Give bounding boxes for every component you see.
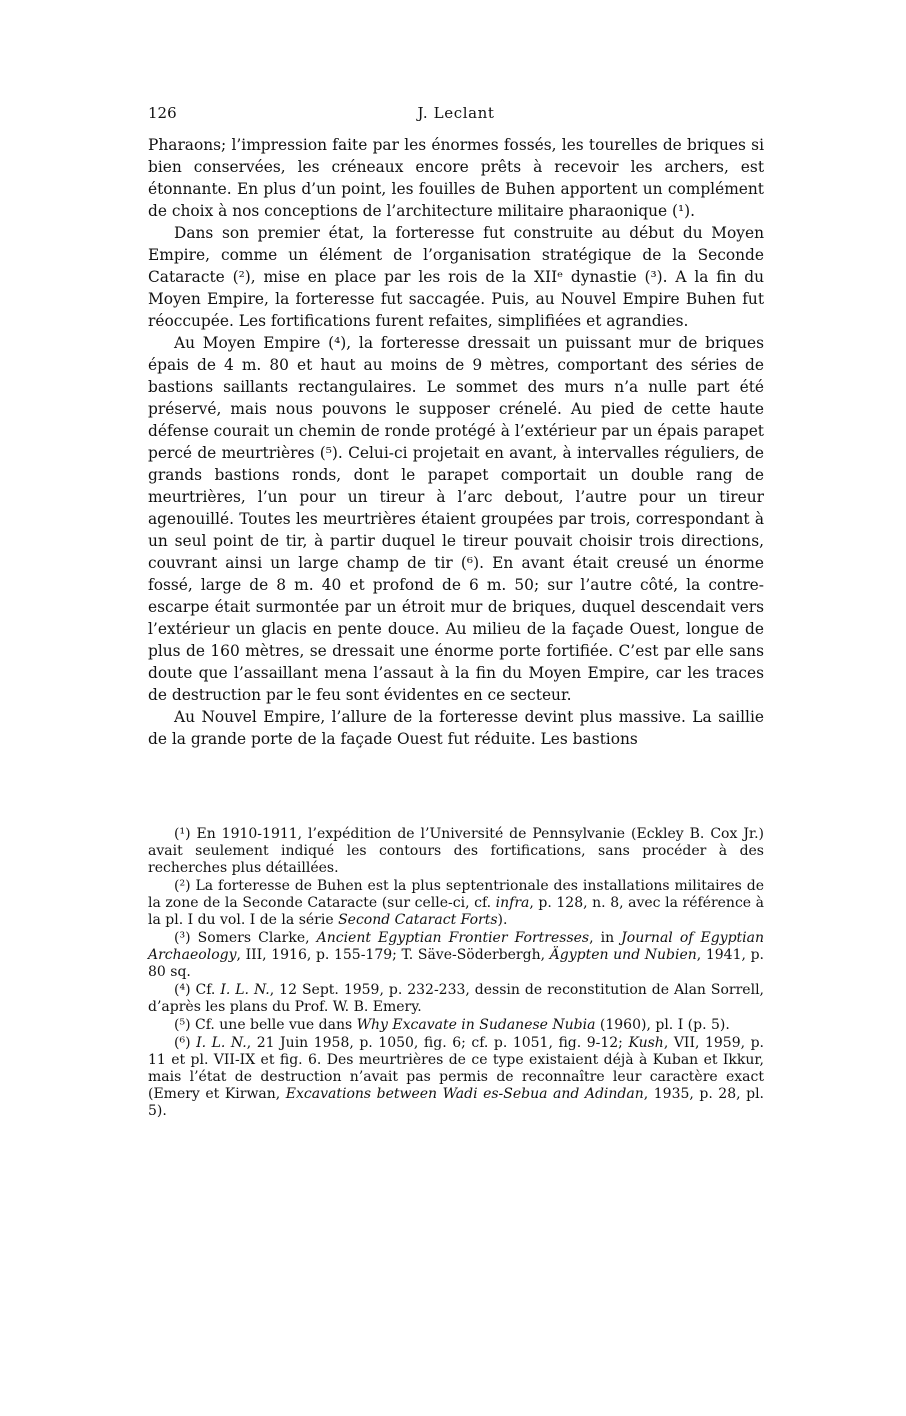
page-header	[148, 104, 764, 128]
footnote-mark: (²)	[174, 878, 191, 894]
footnote-italic-text: Why Excavate in Sudanese Nubia	[356, 1017, 596, 1033]
footnote-italic-text: Journal of Egyptian Archaeology	[148, 930, 764, 963]
page-number: 126	[148, 104, 177, 122]
footnote-italic-text: Second Cataract Forts	[338, 912, 498, 928]
footnote-italic-text: Excavations between Wadi es-Sebua and Adindan	[285, 1086, 644, 1102]
footnote-text: (1960), pl. I (p. 5).	[595, 1017, 730, 1033]
footnotes	[148, 826, 764, 1121]
running-head: J. Leclant	[417, 104, 495, 122]
footnote-text: , III, 1916, p. 155-179; T. Säve-Söderbergh,	[236, 947, 550, 963]
footnote-text: La forteresse de Buhen est la plus septentrionale des installations militaires de la zone de la Seconde Cataracte (sur celle-ci, cf.	[148, 878, 764, 911]
footnote-italic-text: Ägypten und Nubien	[549, 947, 697, 963]
footnote-text: , 1941, p. 80 sq.	[148, 947, 764, 980]
footnote-text: , 21 Juin 1958, p. 1050, fig. 6; cf. p. 1051, fig. 9-12;	[246, 1035, 629, 1051]
footnote-text: , 1935, p. 28, pl. 5).	[148, 1086, 764, 1119]
footnote-italic-text: infra	[495, 895, 530, 911]
footnote-text: ).	[497, 912, 508, 928]
footnote	[148, 930, 764, 981]
footnote-mark: (¹)	[174, 826, 191, 842]
footnote-text: , p. 128, n. 8, avec la référence à la pl. I du vol. I de la série	[148, 895, 764, 928]
footnote-text: Cf. une belle vue dans	[190, 1017, 357, 1033]
footnote-mark: (⁵)	[174, 1017, 191, 1033]
footnote	[148, 878, 764, 929]
footnote	[148, 826, 764, 877]
footnote-text: , VII, 1959, p. 11 et pl. VII-IX et fig. 6. Des meurtrières de ce type existaient déjà à Kuban et Ikkur, mais l’état de destruction n’avait pas permis de reconnaître leur caractère exact (Emery et Kirwan,	[148, 1035, 765, 1102]
footnote-text: Cf.	[190, 982, 221, 998]
footnote-text: , in	[589, 930, 622, 946]
footnote-italic-text: Ancient Egyptian Frontier Fortresses	[316, 930, 590, 946]
footnote-italic-text: I. L. N.	[196, 1035, 247, 1051]
footnote	[148, 982, 764, 1016]
paragraph: Au Nouvel Empire, l’allure de la forteresse devint plus massive. La saillie de la grande porte de la façade Ouest fut réduite. Les bastions	[148, 708, 764, 748]
footnote-text: Somers Clarke,	[190, 930, 317, 946]
footnote-mark: (⁴)	[174, 982, 191, 998]
footnote-text: , 12 Sept. 1959, p. 232-233, dessin de reconstitution de Alan Sorrell, d’après les plans du Prof. W. B. Emery.	[148, 982, 764, 1015]
paragraph: Au Moyen Empire (⁴), la forteresse dressait un puissant mur de briques épais de 4 m. 80 et haut au moins de 9 mètres, comportant des séries de bastions saillants rectangulaires. Le sommet des murs n’a nulle part été préservé, mais nous pouvons le supposer crénelé. Au pied de cette haute défense courait un chemin de ronde protégé à l’extérieur par un épais parapet percé de meurtrières (⁵). Celui-ci projetait en avant, à intervalles réguliers, de grands bastions ronds, dont le parapet comportait un double rang de meurtrières, l’un pour un tireur à l’arc debout, l’autre pour un tireur agenouillé. Toutes les meurtrières étaient groupées par trois, correspondant à un seul point de tir, à partir duquel le tireur pouvait choisir trois directions, couvrant ainsi un large champ de tir (⁶). En avant était creusé un énorme fossé, large de 8 m. 40 et profond de 6 m. 50; sur l’autre côté, la contre-escarpe était surmontée par un étroit mur de briques, duquel descendait vers l’extérieur un glacis en pente douce. Au milieu de la façade Ouest, longue de plus de 160 mètres, se dressait une énorme porte fortifiée. C’est par elle sans doute que l’assaillant mena l’assaut à la fin du Moyen Empire, car les traces de destruction par le feu sont évidentes en ce secteur.	[148, 334, 764, 704]
footnote-mark: (⁶)	[174, 1035, 191, 1051]
paragraph: Pharaons; l’impression faite par les énormes fossés, les tourelles de briques si bien conservées, les créneaux encore prêts à recevoir les archers, est étonnante. En plus d’un point, les fouilles de Buhen apportent un complément de choix à nos conceptions de l’architecture militaire pharaonique (¹).	[148, 136, 764, 220]
paragraph: Dans son premier état, la forteresse fut construite au début du Moyen Empire, comme un élément de l’organisation stratégique de la Seconde Cataracte (²), mise en place par les rois de la XIIᵉ dynastie (³). A la fin du Moyen Empire, la forteresse fut saccagée. Puis, au Nouvel Empire Buhen fut réoccupée. Les fortifications furent refaites, simplifiées et agrandies.	[148, 224, 764, 330]
footnote-mark: (³)	[174, 930, 191, 946]
body-text	[148, 134, 764, 750]
footnote-text: En 1910-1911, l’expédition de l’Université de Pennsylvanie (Eckley B. Cox Jr.) avait seulement indiqué les contours des fortifications, sans procéder à des recherches plus détaillées.	[148, 826, 764, 876]
footnote	[148, 1035, 764, 1120]
footnote-italic-text: Kush	[628, 1035, 664, 1051]
footnote	[148, 1017, 764, 1034]
footnote-italic-text: I. L. N.	[220, 982, 270, 998]
